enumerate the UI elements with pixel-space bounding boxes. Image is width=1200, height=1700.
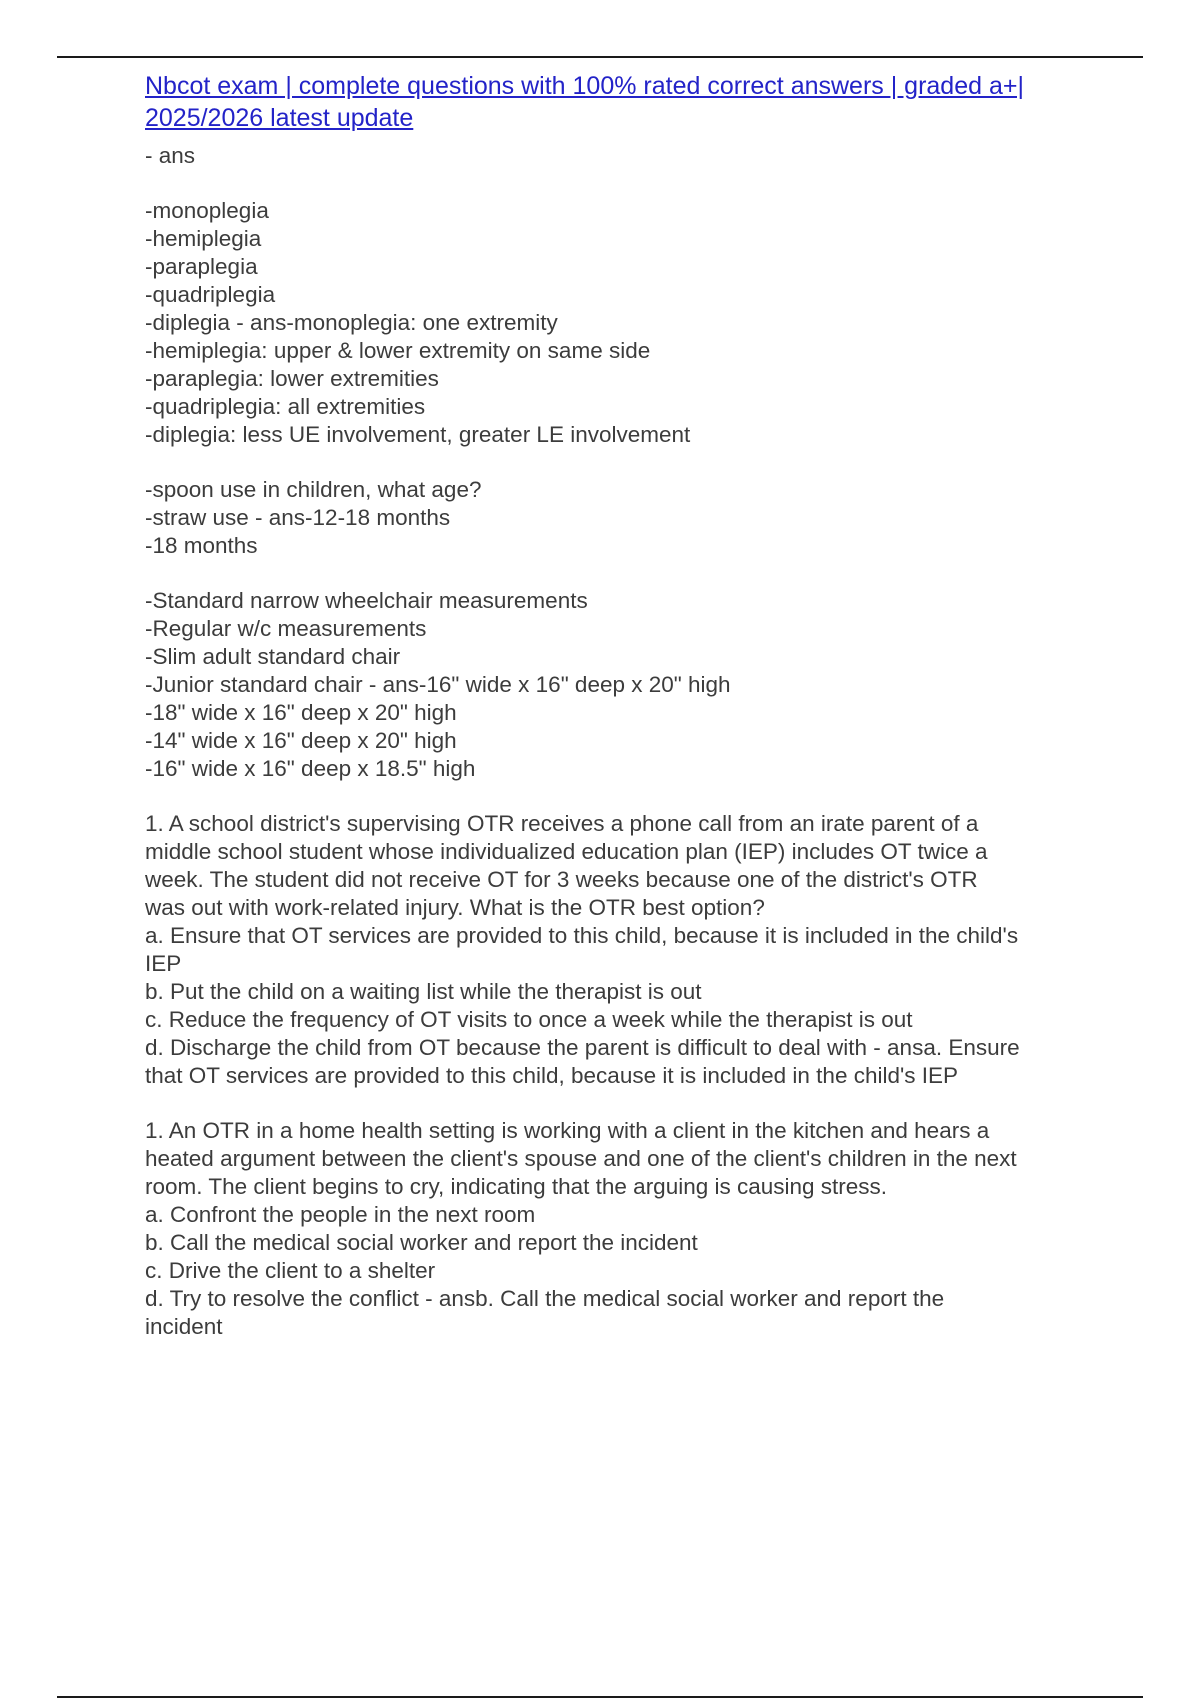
text-block (145, 197, 1100, 449)
text-line: was out with work-related injury. What is the OTR best option? (145, 895, 765, 920)
text-line: -Junior standard chair - ans-16" wide x 16" deep x 20" high (145, 672, 731, 697)
document-title-link[interactable]: Nbcot exam | complete questions with 100% rated correct answers | graded a+| 2025/2026 latest update (145, 72, 1024, 132)
text-line: -spoon use in children, what age? (145, 477, 482, 502)
text-block (145, 810, 1100, 1090)
text-block (145, 476, 1100, 560)
text-line: incident (145, 1314, 223, 1339)
paragraph-gap (145, 560, 1100, 587)
text-line: - ans (145, 143, 196, 168)
text-line: -diplegia - ans-monoplegia: one extremity (145, 310, 558, 335)
text-line: -monoplegia (145, 198, 269, 223)
text-line: room. The client begins to cry, indicating that the arguing is causing stress. (145, 1174, 888, 1199)
text-block (145, 142, 1100, 170)
paragraph-gap (145, 170, 1100, 197)
bottom-rule (57, 1696, 1143, 1698)
text-line: -quadriplegia: all extremities (145, 394, 426, 419)
text-line: heated argument between the client's spouse and one of the client's children in the next (145, 1146, 1017, 1171)
text-line: c. Reduce the frequency of OT visits to once a week while the therapist is out (145, 1007, 913, 1032)
text-line: 1. A school district's supervising OTR receives a phone call from an irate parent of a (145, 811, 979, 836)
text-line: b. Put the child on a waiting list while the therapist is out (145, 979, 702, 1004)
text-line: -18" wide x 16" deep x 20" high (145, 700, 457, 725)
text-line: -Slim adult standard chair (145, 644, 401, 669)
text-line: -Standard narrow wheelchair measurements (145, 588, 588, 613)
text-line: a. Confront the people in the next room (145, 1202, 536, 1227)
text-line: middle school student whose individualized education plan (IEP) includes OT twice a (145, 839, 988, 864)
text-line: -straw use - ans-12-18 months (145, 505, 451, 530)
paragraph-gap (145, 1090, 1100, 1117)
text-line: -16" wide x 16" deep x 18.5" high (145, 756, 476, 781)
paragraph-gap (145, 783, 1100, 810)
text-line: -paraplegia: lower extremities (145, 366, 439, 391)
text-block (145, 1117, 1100, 1341)
text-line: d. Discharge the child from OT because the parent is difficult to deal with - ansa. Ensure (145, 1035, 1020, 1060)
text-line: -hemiplegia: upper & lower extremity on same side (145, 338, 651, 363)
text-line: c. Drive the client to a shelter (145, 1258, 436, 1283)
text-line: IEP (145, 951, 182, 976)
document-blocks (145, 142, 1100, 1341)
text-line: a. Ensure that OT services are provided to this child, because it is included in the child's (145, 923, 1019, 948)
text-line: b. Call the medical social worker and report the incident (145, 1230, 698, 1255)
text-line: 1. An OTR in a home health setting is working with a client in the kitchen and hears a (145, 1118, 990, 1143)
text-block (145, 587, 1100, 783)
paragraph-gap (145, 449, 1100, 476)
text-line: week. The student did not receive OT for 3 weeks because one of the district's OTR (145, 867, 978, 892)
document-body (145, 70, 1100, 1341)
text-line: -paraplegia (145, 254, 258, 279)
text-line: -18 months (145, 533, 258, 558)
text-line: -diplegia: less UE involvement, greater LE involvement (145, 422, 691, 447)
text-line: -quadriplegia (145, 282, 276, 307)
text-line: d. Try to resolve the conflict - ansb. Call the medical social worker and report the (145, 1286, 945, 1311)
text-line: that OT services are provided to this child, because it is included in the child's IEP (145, 1063, 959, 1088)
text-line: -Regular w/c measurements (145, 616, 427, 641)
text-line: -hemiplegia (145, 226, 262, 251)
top-rule (57, 56, 1143, 58)
text-line: -14" wide x 16" deep x 20" high (145, 728, 457, 753)
